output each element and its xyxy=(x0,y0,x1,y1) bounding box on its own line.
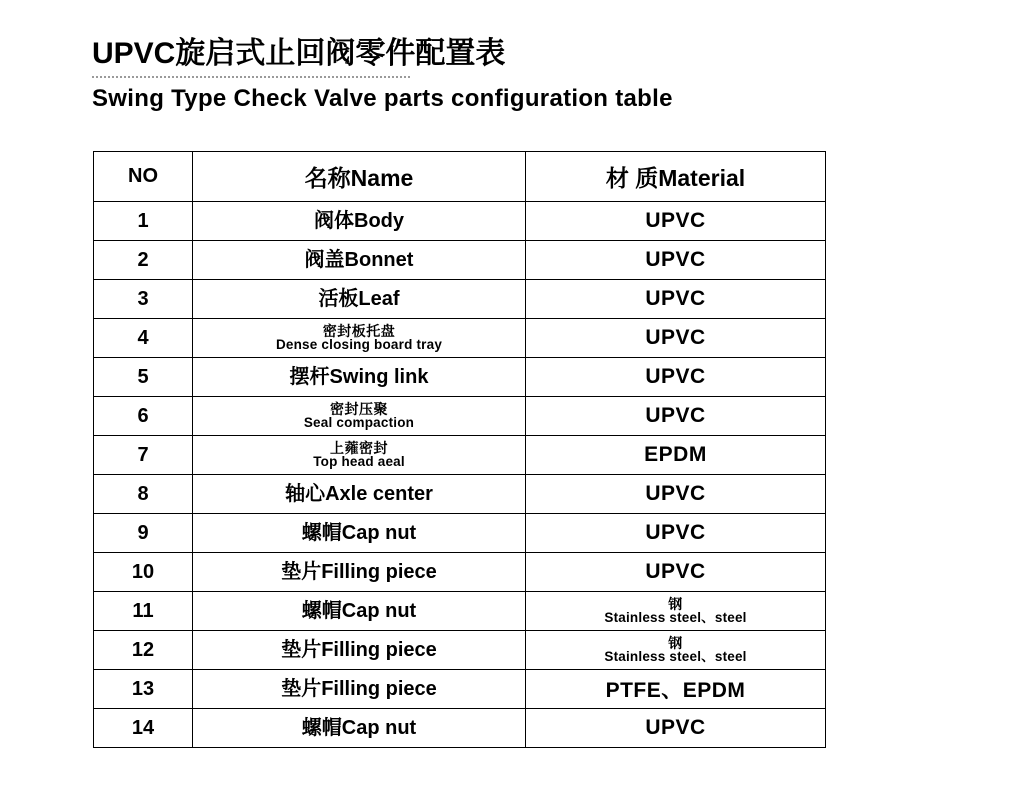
cell-no: 1 xyxy=(94,202,193,241)
table-row xyxy=(94,241,826,280)
cell-material-text: UPVC xyxy=(645,716,706,739)
cell-material-chinese: 钢 xyxy=(668,634,683,651)
cell-material xyxy=(526,592,826,631)
title-block xyxy=(92,36,952,114)
cell-material xyxy=(526,397,826,436)
cell-material xyxy=(526,553,826,592)
cell-material xyxy=(526,319,826,358)
cell-material-text: UPVC xyxy=(645,287,706,310)
cell-name-chinese: 上蕹密封 xyxy=(330,439,388,456)
cell-material xyxy=(526,280,826,319)
cell-name-chinese: 密封板托盘 xyxy=(322,322,396,339)
cell-name-english: Dense closing board tray xyxy=(275,337,443,353)
table-header-row xyxy=(94,152,826,202)
cell-name-text: 轴心Axle center xyxy=(285,483,433,505)
title-divider xyxy=(92,76,410,78)
table-row xyxy=(94,397,826,436)
cell-name xyxy=(193,475,526,514)
table-row xyxy=(94,475,826,514)
column-header-no: NO xyxy=(94,152,193,202)
cell-material xyxy=(526,202,826,241)
cell-no: 14 xyxy=(94,709,193,748)
cell-no: 8 xyxy=(94,475,193,514)
cell-no: 5 xyxy=(94,358,193,397)
cell-no: 10 xyxy=(94,553,193,592)
cell-material xyxy=(526,436,826,475)
cell-material-text: UPVC xyxy=(645,560,706,583)
column-header-material: 材 质Material xyxy=(526,152,826,202)
cell-no: 6 xyxy=(94,397,193,436)
cell-material-text: UPVC xyxy=(645,248,706,271)
cell-name xyxy=(193,631,526,670)
cell-material-text: UPVC xyxy=(645,521,706,544)
table-body xyxy=(94,202,826,748)
page-title-english: Swing Type Check Valve parts configuration table xyxy=(92,85,673,112)
cell-name xyxy=(193,397,526,436)
table-row xyxy=(94,631,826,670)
table-row xyxy=(94,670,826,709)
cell-name-text: 螺帽Cap nut xyxy=(301,717,417,739)
cell-name xyxy=(193,319,526,358)
cell-material xyxy=(526,241,826,280)
table-row xyxy=(94,358,826,397)
table-row xyxy=(94,514,826,553)
page-title-chinese: UPVC旋启式止回阀零件配置表 xyxy=(92,37,506,70)
cell-name xyxy=(193,553,526,592)
table-row xyxy=(94,202,826,241)
cell-name-text: 阀体Body xyxy=(314,210,404,232)
table-row xyxy=(94,709,826,748)
cell-name-text: 螺帽Cap nut xyxy=(301,600,417,622)
table-row xyxy=(94,436,826,475)
cell-material xyxy=(526,475,826,514)
cell-no: 2 xyxy=(94,241,193,280)
cell-name xyxy=(193,280,526,319)
column-header-name: 名称Name xyxy=(193,152,526,202)
table-header xyxy=(94,152,826,202)
cell-material xyxy=(526,631,826,670)
cell-name-text: 垫片Filling piece xyxy=(281,678,437,700)
cell-no: 7 xyxy=(94,436,193,475)
cell-material-text: EPDM xyxy=(644,443,707,466)
cell-material-english: Stainless steel、steel xyxy=(604,610,747,626)
table-row xyxy=(94,553,826,592)
cell-material xyxy=(526,670,826,709)
table-row xyxy=(94,280,826,319)
cell-no: 4 xyxy=(94,319,193,358)
cell-name-text: 螺帽Cap nut xyxy=(301,522,417,544)
cell-material xyxy=(526,514,826,553)
cell-name-text: 垫片Filling piece xyxy=(281,639,437,661)
cell-material xyxy=(526,358,826,397)
cell-name-text: 阀盖Bonnet xyxy=(304,249,414,271)
cell-no: 9 xyxy=(94,514,193,553)
cell-material-chinese: 钢 xyxy=(668,595,683,612)
cell-no: 12 xyxy=(94,631,193,670)
cell-name-text: 垫片Filling piece xyxy=(281,561,437,583)
cell-material-text: UPVC xyxy=(645,404,706,427)
cell-name xyxy=(193,670,526,709)
cell-name xyxy=(193,241,526,280)
cell-material-text: UPVC xyxy=(645,326,706,349)
cell-material-text: PTFE、EPDM xyxy=(605,679,746,702)
cell-material xyxy=(526,709,826,748)
cell-no: 13 xyxy=(94,670,193,709)
table-row xyxy=(94,319,826,358)
cell-material-text: UPVC xyxy=(645,209,706,232)
cell-name xyxy=(193,436,526,475)
cell-name-text: 活板Leaf xyxy=(318,288,400,310)
parts-configuration-table xyxy=(93,151,826,748)
cell-material-text: UPVC xyxy=(645,365,706,388)
cell-no: 11 xyxy=(94,592,193,631)
cell-name-chinese: 密封压聚 xyxy=(330,400,388,417)
cell-name xyxy=(193,202,526,241)
cell-material-english: Stainless steel、steel xyxy=(604,649,747,665)
cell-material-text: UPVC xyxy=(645,482,706,505)
cell-name xyxy=(193,592,526,631)
cell-name xyxy=(193,514,526,553)
cell-no: 3 xyxy=(94,280,193,319)
cell-name xyxy=(193,709,526,748)
cell-name-english: Seal compaction xyxy=(303,415,415,431)
cell-name-text: 摆杆Swing link xyxy=(289,366,429,388)
cell-name-english: Top head aeal xyxy=(313,454,405,470)
table-row xyxy=(94,592,826,631)
cell-name xyxy=(193,358,526,397)
